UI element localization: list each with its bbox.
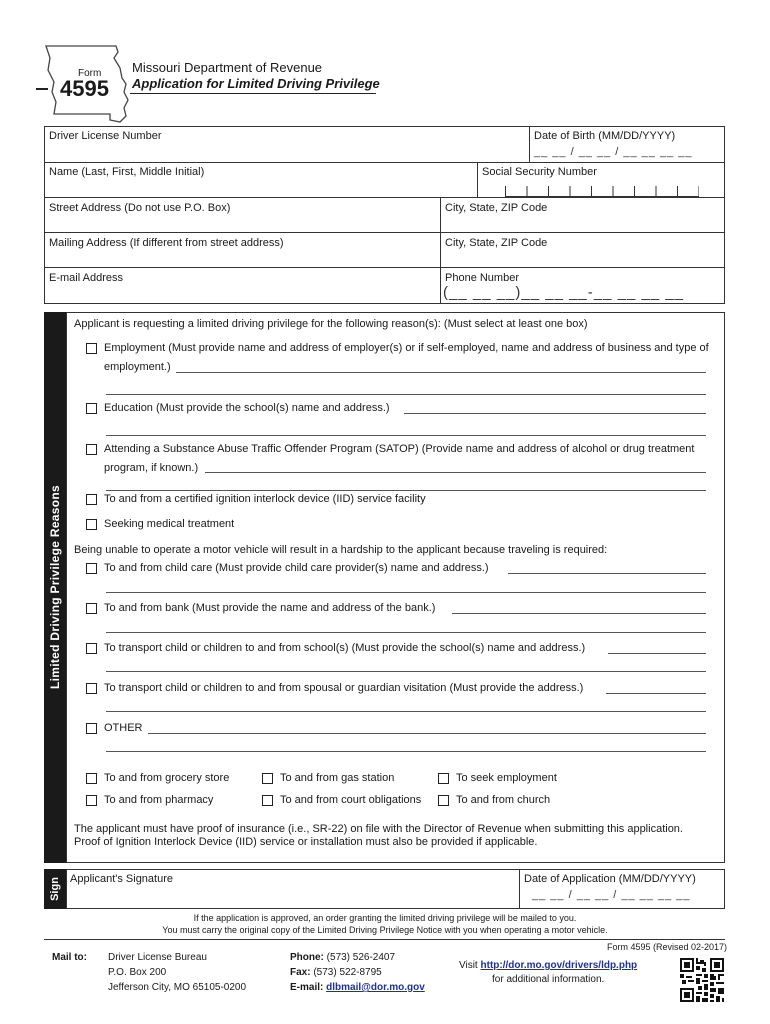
row-divider — [44, 162, 725, 163]
seek-employment-label: To seek employment — [456, 772, 557, 784]
education-checkbox[interactable] — [86, 403, 97, 414]
row-divider — [44, 197, 725, 198]
fax-value: (573) 522-8795 — [313, 967, 382, 978]
city1-label: City, State, ZIP Code — [445, 202, 548, 214]
child-care-checkbox[interactable] — [86, 563, 97, 574]
phone-field[interactable]: (__ __ __)__ __ __-__ __ __ __ — [443, 284, 685, 301]
form-number-dash — [36, 88, 48, 90]
signature-label: Applicant's Signature — [70, 873, 173, 885]
child-care-label: To and from child care (Must provide child care provider(s) name and address.) — [104, 562, 489, 574]
court-label: To and from court obligations — [280, 794, 422, 806]
insurance-notice-1: The applicant must have proof of insurance (i.e., SR-22) on file with the Director of Revenue when submitting this application. — [74, 823, 683, 835]
ldp-url-link[interactable]: http://dor.mo.gov/drivers/ldp.php — [480, 960, 638, 971]
phone-footer-label: Phone: — [290, 952, 324, 963]
bank-line-2[interactable] — [106, 632, 706, 633]
approval-notice-1: If the application is approved, an order granting the limited driving privilege will be mailed to you. — [193, 913, 577, 923]
driver-license-field[interactable] — [48, 146, 526, 160]
form-number: 4595 — [60, 76, 109, 101]
pharmacy-checkbox[interactable] — [86, 795, 97, 806]
bank-line-1[interactable] — [452, 613, 706, 614]
bank-checkbox[interactable] — [86, 603, 97, 614]
date-field[interactable]: __ __ / __ __ / __ __ __ __ — [532, 889, 691, 901]
ssn-label: Social Security Number — [482, 166, 597, 178]
col-divider — [529, 126, 530, 162]
education-line-2[interactable] — [106, 435, 706, 436]
fax-row — [290, 967, 382, 978]
iid-checkbox[interactable] — [86, 494, 97, 505]
signature-field[interactable] — [70, 888, 516, 906]
grocery-label: To and from grocery store — [104, 772, 230, 784]
phone-footer-value: (573) 526-2407 — [326, 952, 396, 963]
satop-line-1[interactable] — [205, 472, 706, 473]
email-link[interactable]: dlbmail@dor.mo.gov — [326, 982, 425, 993]
employment-checkbox[interactable] — [86, 343, 97, 354]
address-line-3: Jefferson City, MO 65105-0200 — [108, 982, 247, 993]
address-line-2: P.O. Box 200 — [108, 967, 167, 978]
school-line-2[interactable] — [106, 671, 706, 672]
employment-label: Employment (Must provide name and address of employer(s) or if self-employed, name and address of business and type of — [104, 342, 709, 354]
visitation-line-2[interactable] — [106, 711, 706, 712]
child-care-line-1[interactable] — [508, 573, 706, 574]
sign-divider — [519, 869, 520, 909]
phone-row — [290, 952, 395, 963]
email-field[interactable] — [48, 286, 436, 301]
church-checkbox[interactable] — [438, 795, 449, 806]
dob-field[interactable]: __ __ / __ __ / __ __ __ __ — [534, 146, 693, 158]
court-checkbox[interactable] — [262, 795, 273, 806]
satop-line-2[interactable] — [106, 490, 706, 491]
row-divider — [44, 267, 725, 268]
name-label: Name (Last, First, Middle Initial) — [49, 166, 205, 178]
satop-checkbox[interactable] — [86, 444, 97, 455]
approval-notice-2: You must carry the original copy of the Limited Driving Privilege Notice with you when operating a motor vehicle. — [162, 925, 608, 935]
visitation-label: To transport child or children to and from spousal or guardian visitation (Must provide the address.) — [104, 682, 584, 694]
col-divider — [477, 162, 478, 197]
footer-divider — [44, 939, 725, 940]
employment-label-cont: employment.) — [104, 361, 171, 373]
education-line-1[interactable] — [404, 413, 706, 414]
insurance-notice-2: Proof of Ignition Interlock Device (IID) service or installation must also be provided if applicable. — [74, 836, 538, 848]
bank-label: To and from bank (Must provide the name and address of the bank.) — [104, 602, 436, 614]
date-label: Date of Application (MM/DD/YYYY) — [524, 873, 696, 885]
medical-label: Seeking medical treatment — [104, 518, 235, 530]
city1-field[interactable] — [444, 216, 722, 230]
visit-row — [459, 960, 637, 971]
other-line-2[interactable] — [106, 751, 706, 752]
form-title: Application for Limited Driving Privilege — [132, 76, 380, 91]
school-line-1[interactable] — [608, 653, 706, 654]
pharmacy-label: To and from pharmacy — [104, 794, 214, 806]
employment-line-2[interactable] — [106, 394, 706, 395]
gas-checkbox[interactable] — [262, 773, 273, 784]
mailing-label: Mailing Address (If different from street address) — [49, 237, 284, 249]
address-line-1: Driver License Bureau — [108, 952, 207, 963]
phone-label: Phone Number — [445, 272, 519, 284]
satop-label-cont: program, if known.) — [104, 462, 199, 474]
reasons-side-label: Limited Driving Privilege Reasons — [48, 485, 62, 689]
school-label: To transport child or children to and from school(s) (Must provide the school(s) name and address.) — [104, 642, 586, 654]
form-word: Form — [78, 68, 102, 79]
education-label: Education (Must provide the school(s) name and address.) — [104, 402, 390, 414]
child-care-line-2[interactable] — [106, 592, 706, 593]
email-footer-label: E-mail: — [290, 982, 324, 993]
other-line-1[interactable] — [148, 733, 706, 734]
gas-label: To and from gas station — [280, 772, 395, 784]
visit-text: Visit — [459, 960, 478, 971]
additional-info: for additional information. — [492, 974, 605, 985]
agency-name: Missouri Department of Revenue — [132, 60, 323, 75]
email-row — [290, 982, 425, 993]
school-checkbox[interactable] — [86, 643, 97, 654]
other-label: OTHER — [104, 722, 143, 734]
dob-label: Date of Birth (MM/DD/YYYY) — [534, 130, 676, 142]
satop-label: Attending a Substance Abuse Traffic Offender Program (SATOP) (Provide name and address of alcohol or drug treatment — [104, 443, 695, 455]
driver-license-label: Driver License Number — [49, 130, 162, 142]
col-divider — [440, 197, 441, 304]
mailing-field[interactable] — [48, 251, 436, 265]
reasons-intro: Applicant is requesting a limited driving privilege for the following reason(s): (Must select at least one box) — [74, 318, 588, 330]
street-label: Street Address (Do not use P.O. Box) — [49, 202, 231, 214]
iid-label: To and from a certified ignition interlock device (IID) service facility — [104, 493, 426, 505]
grocery-checkbox[interactable] — [86, 773, 97, 784]
sign-side-label: Sign — [49, 877, 61, 901]
city2-field[interactable] — [444, 251, 722, 265]
employment-line-1[interactable] — [176, 372, 706, 373]
hardship-label: Being unable to operate a motor vehicle will result in a hardship to the applicant because traveling is required: — [74, 544, 608, 556]
fax-label: Fax: — [290, 967, 311, 978]
medical-checkbox[interactable] — [86, 519, 97, 530]
ssn-field[interactable] — [505, 186, 699, 197]
street-field[interactable] — [48, 216, 436, 230]
other-checkbox[interactable] — [86, 723, 97, 734]
row-divider — [44, 232, 725, 233]
qr-code-icon — [680, 958, 724, 1002]
visitation-checkbox[interactable] — [86, 683, 97, 694]
city2-label: City, State, ZIP Code — [445, 237, 548, 249]
title-underline — [130, 93, 376, 94]
name-field[interactable] — [48, 180, 474, 194]
church-label: To and from church — [456, 794, 551, 806]
seek-employment-checkbox[interactable] — [438, 773, 449, 784]
form-revision: Form 4595 (Revised 02-2017) — [607, 942, 728, 952]
email-label: E-mail Address — [49, 272, 123, 284]
visitation-line-1[interactable] — [606, 693, 706, 694]
mail-to-label: Mail to: — [52, 952, 87, 963]
